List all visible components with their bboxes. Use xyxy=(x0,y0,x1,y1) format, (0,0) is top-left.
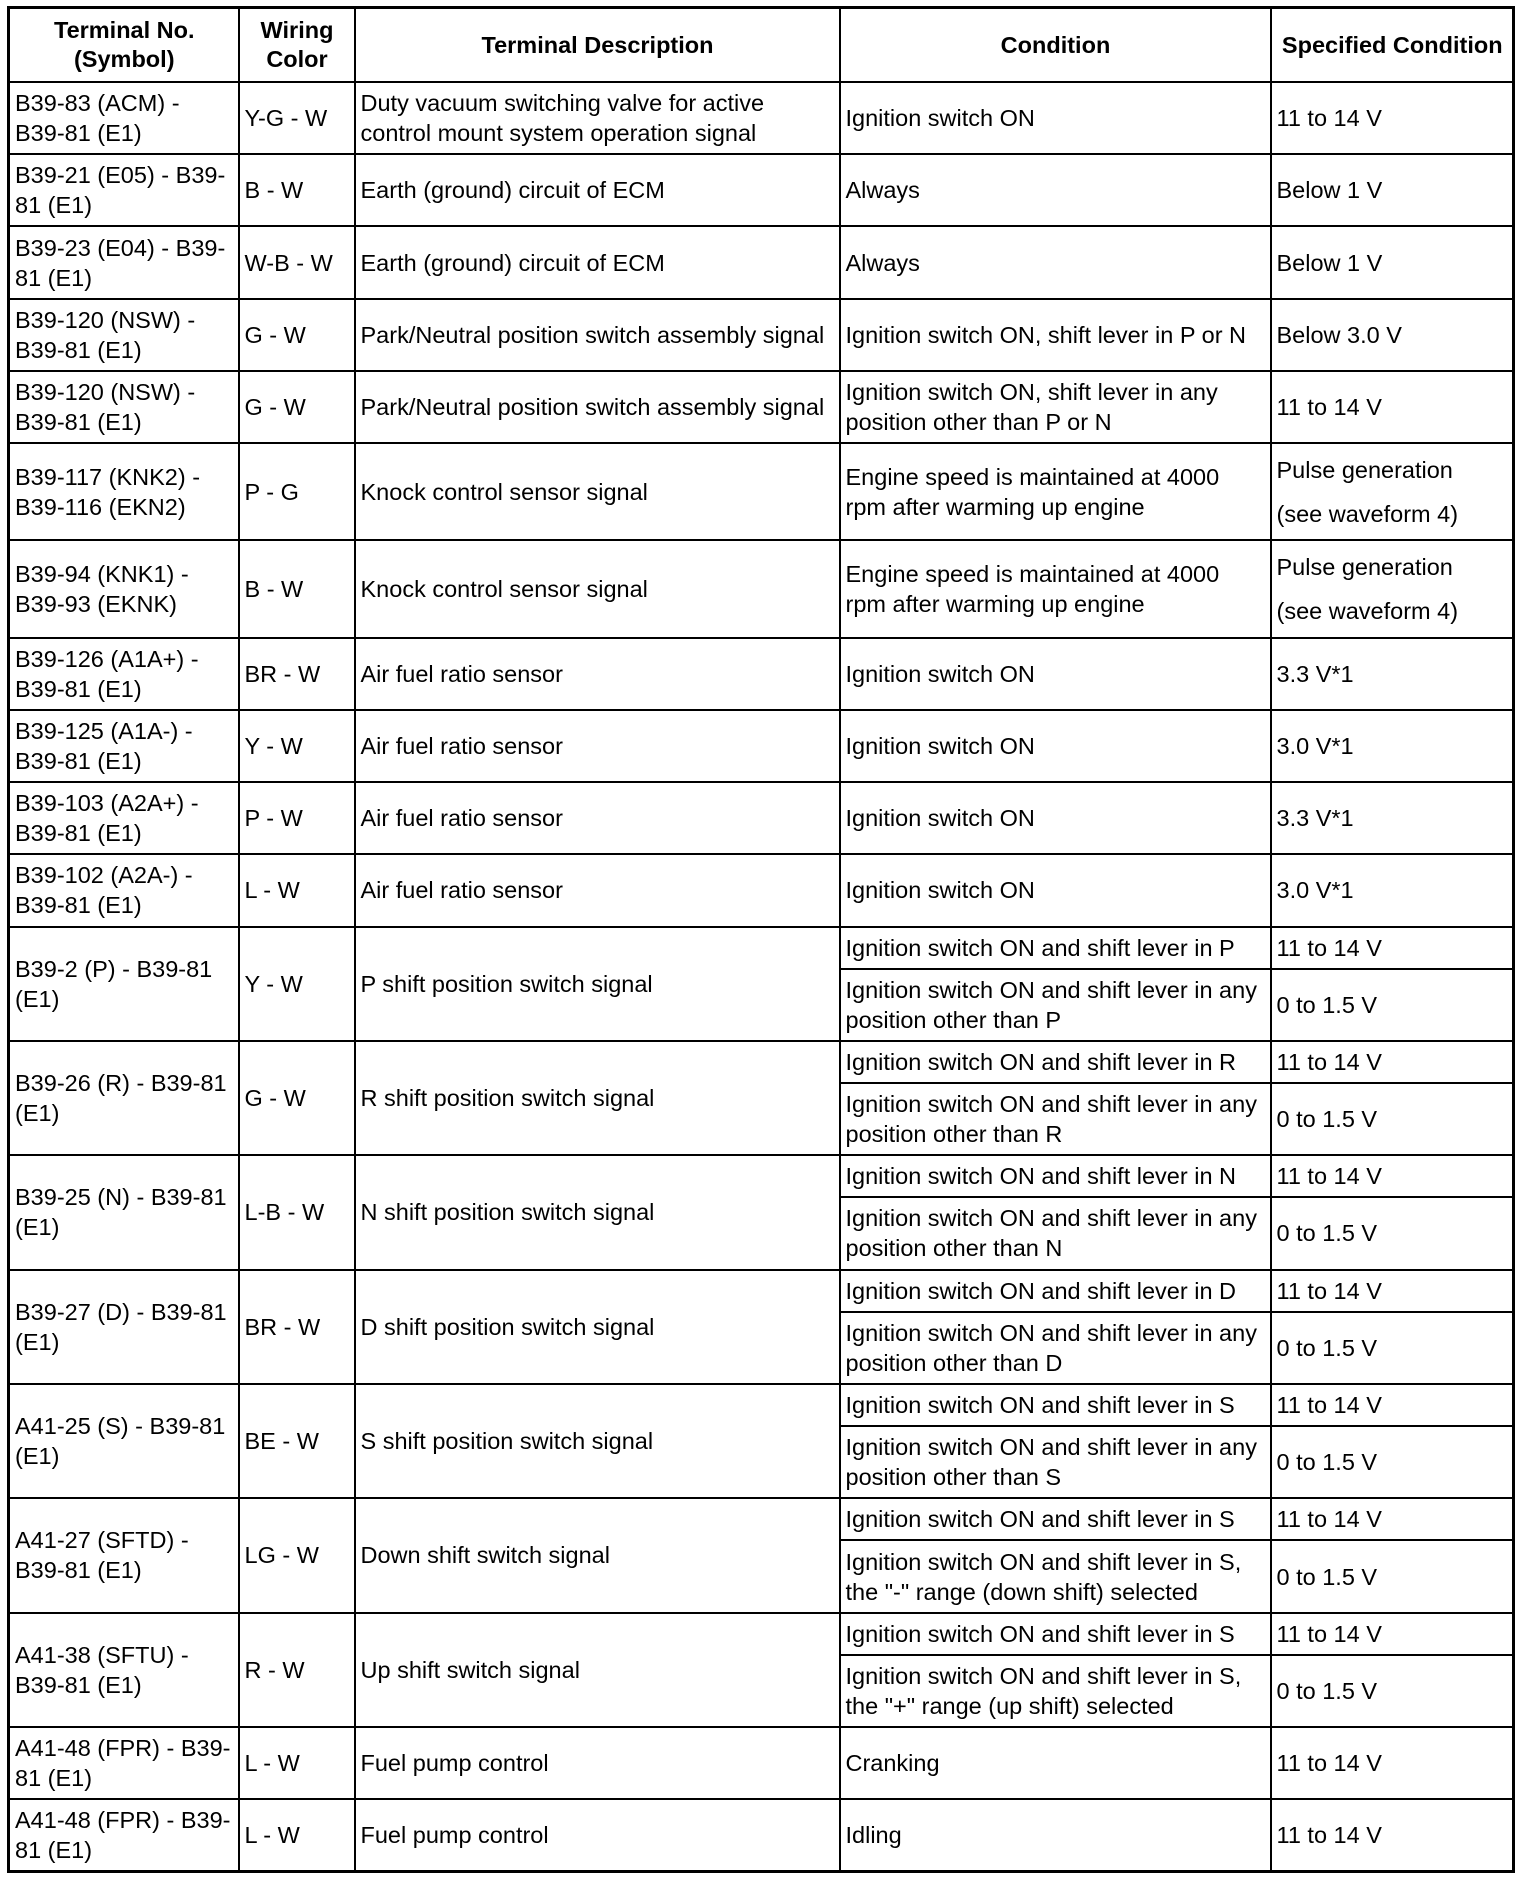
terminal-cell: B39-26 (R) - B39-81 (E1) xyxy=(9,1041,239,1155)
wiring-cell: Y - W xyxy=(239,927,355,1041)
specified-cell: 0 to 1.5 V xyxy=(1271,1426,1514,1498)
specified-cell: 11 to 14 V xyxy=(1271,1727,1514,1799)
table-row xyxy=(9,82,1514,154)
wiring-cell: B - W xyxy=(239,154,355,226)
specified-cell: 3.3 V*1 xyxy=(1271,782,1514,854)
condition-cell: Always xyxy=(840,154,1271,226)
condition-cell: Idling xyxy=(840,1799,1271,1871)
specified-cell: 0 to 1.5 V xyxy=(1271,1083,1514,1155)
terminal-cell: B39-117 (KNK2) - B39-116 (EKN2) xyxy=(9,443,239,540)
specified-cell: 11 to 14 V xyxy=(1271,927,1514,969)
specified-cell: 11 to 14 V xyxy=(1271,1270,1514,1312)
wiring-cell: BR - W xyxy=(239,638,355,710)
wiring-cell: BR - W xyxy=(239,1270,355,1384)
wiring-cell: Y-G - W xyxy=(239,82,355,154)
terminal-cell: B39-27 (D) - B39-81 (E1) xyxy=(9,1270,239,1384)
specified-cell: 11 to 14 V xyxy=(1271,1498,1514,1540)
condition-cell: Ignition switch ON and shift lever in any position other than S xyxy=(840,1426,1271,1498)
condition-cell: Engine speed is maintained at 4000 rpm after warming up engine xyxy=(840,540,1271,637)
wiring-cell: B - W xyxy=(239,540,355,637)
wiring-cell: W-B - W xyxy=(239,226,355,298)
description-cell: S shift position switch signal xyxy=(355,1384,840,1498)
specified-cell: Below 1 V xyxy=(1271,154,1514,226)
specified-cell: 0 to 1.5 V xyxy=(1271,1197,1514,1269)
specified-cell: 11 to 14 V xyxy=(1271,1613,1514,1655)
description-cell: Fuel pump control xyxy=(355,1727,840,1799)
wiring-cell: L - W xyxy=(239,1799,355,1871)
table-row xyxy=(9,1041,1514,1083)
wiring-cell: BE - W xyxy=(239,1384,355,1498)
condition-cell: Ignition switch ON, shift lever in any position other than P or N xyxy=(840,371,1271,443)
table-row xyxy=(9,299,1514,371)
condition-cell: Engine speed is maintained at 4000 rpm after warming up engine xyxy=(840,443,1271,540)
condition-cell: Ignition switch ON xyxy=(840,782,1271,854)
condition-cell: Ignition switch ON and shift lever in D xyxy=(840,1270,1271,1312)
wiring-cell: L - W xyxy=(239,1727,355,1799)
specified-cell: 11 to 14 V xyxy=(1271,1799,1514,1871)
condition-cell: Ignition switch ON and shift lever in S, the "+" range (up shift) selected xyxy=(840,1655,1271,1727)
specified-line: Pulse generation xyxy=(1276,554,1453,581)
description-cell: Park/Neutral position switch assembly signal xyxy=(355,299,840,371)
table-row xyxy=(9,1384,1514,1426)
terminal-cell: B39-25 (N) - B39-81 (E1) xyxy=(9,1155,239,1269)
table-row xyxy=(9,782,1514,854)
condition-cell: Ignition switch ON and shift lever in P xyxy=(840,927,1271,969)
condition-cell: Ignition switch ON and shift lever in any position other than D xyxy=(840,1312,1271,1384)
header-specified-condition: Specified Condition xyxy=(1271,8,1514,83)
description-cell: Air fuel ratio sensor xyxy=(355,710,840,782)
table-row xyxy=(9,443,1514,540)
terminal-cell: B39-126 (A1A+) - B39-81 (E1) xyxy=(9,638,239,710)
terminal-cell: B39-125 (A1A-) - B39-81 (E1) xyxy=(9,710,239,782)
header-row xyxy=(9,8,1514,83)
terminal-cell: A41-27 (SFTD) - B39-81 (E1) xyxy=(9,1498,239,1612)
terminal-cell: A41-38 (SFTU) - B39-81 (E1) xyxy=(9,1613,239,1727)
wiring-cell: P - W xyxy=(239,782,355,854)
terminal-cell: B39-102 (A2A-) - B39-81 (E1) xyxy=(9,854,239,926)
condition-cell: Ignition switch ON and shift lever in any position other than P xyxy=(840,969,1271,1041)
wiring-cell: P - G xyxy=(239,443,355,540)
specified-cell: 3.3 V*1 xyxy=(1271,638,1514,710)
table-row xyxy=(9,638,1514,710)
terminal-cell: B39-120 (NSW) - B39-81 (E1) xyxy=(9,299,239,371)
specified-cell: 3.0 V*1 xyxy=(1271,854,1514,926)
wiring-cell: L - W xyxy=(239,854,355,926)
terminal-cell: B39-94 (KNK1) - B39-93 (EKNK) xyxy=(9,540,239,637)
table-row xyxy=(9,540,1514,637)
condition-cell: Always xyxy=(840,226,1271,298)
specified-cell: 11 to 14 V xyxy=(1271,1384,1514,1426)
terminal-cell: B39-120 (NSW) - B39-81 (E1) xyxy=(9,371,239,443)
specified-cell: Below 1 V xyxy=(1271,226,1514,298)
terminal-cell: B39-2 (P) - B39-81 (E1) xyxy=(9,927,239,1041)
terminal-cell: B39-103 (A2A+) - B39-81 (E1) xyxy=(9,782,239,854)
specified-line: Pulse generation xyxy=(1276,456,1453,483)
condition-cell: Ignition switch ON xyxy=(840,854,1271,926)
condition-cell: Ignition switch ON and shift lever in R xyxy=(840,1041,1271,1083)
wiring-cell: G - W xyxy=(239,371,355,443)
description-cell: Air fuel ratio sensor xyxy=(355,638,840,710)
condition-cell: Ignition switch ON and shift lever in N xyxy=(840,1155,1271,1197)
wiring-cell: R - W xyxy=(239,1613,355,1727)
table-row xyxy=(9,371,1514,443)
description-cell: Earth (ground) circuit of ECM xyxy=(355,226,840,298)
description-cell: Duty vacuum switching valve for active control mount system operation signal xyxy=(355,82,840,154)
description-cell: Down shift switch signal xyxy=(355,1498,840,1612)
header-terminal-description: Terminal Description xyxy=(355,8,840,83)
wiring-cell: G - W xyxy=(239,1041,355,1155)
table-row xyxy=(9,1155,1514,1197)
description-cell: Up shift switch signal xyxy=(355,1613,840,1727)
specified-cell: 11 to 14 V xyxy=(1271,1155,1514,1197)
terminal-cell: A41-48 (FPR) - B39-81 (E1) xyxy=(9,1799,239,1871)
table-row xyxy=(9,1498,1514,1540)
description-cell: Park/Neutral position switch assembly signal xyxy=(355,371,840,443)
specified-cell: 3.0 V*1 xyxy=(1271,710,1514,782)
header-terminal: Terminal No. (Symbol) xyxy=(9,8,239,83)
condition-cell: Cranking xyxy=(840,1727,1271,1799)
specified-cell: 11 to 14 V xyxy=(1271,1041,1514,1083)
description-cell: Air fuel ratio sensor xyxy=(355,854,840,926)
wiring-cell: G - W xyxy=(239,299,355,371)
description-cell: P shift position switch signal xyxy=(355,927,840,1041)
condition-cell: Ignition switch ON, shift lever in P or N xyxy=(840,299,1271,371)
description-cell: Knock control sensor signal xyxy=(355,443,840,540)
specified-cell: Below 3.0 V xyxy=(1271,299,1514,371)
table-row xyxy=(9,1727,1514,1799)
wiring-cell: LG - W xyxy=(239,1498,355,1612)
specified-cell xyxy=(1271,443,1514,540)
table-row xyxy=(9,226,1514,298)
terminal-spec-table xyxy=(7,6,1515,1873)
specified-cell: 0 to 1.5 V xyxy=(1271,1540,1514,1612)
table-row xyxy=(9,710,1514,782)
table-row xyxy=(9,1799,1514,1871)
description-cell: Fuel pump control xyxy=(355,1799,840,1871)
description-cell: N shift position switch signal xyxy=(355,1155,840,1269)
specified-cell xyxy=(1271,540,1514,637)
specified-cell: 11 to 14 V xyxy=(1271,82,1514,154)
specified-line: (see waveform 4) xyxy=(1276,500,1459,527)
description-cell: R shift position switch signal xyxy=(355,1041,840,1155)
condition-cell: Ignition switch ON xyxy=(840,638,1271,710)
table-row xyxy=(9,927,1514,969)
header-condition: Condition xyxy=(840,8,1271,83)
specified-cell: 0 to 1.5 V xyxy=(1271,1655,1514,1727)
condition-cell: Ignition switch ON and shift lever in any position other than N xyxy=(840,1197,1271,1269)
specified-cell: 0 to 1.5 V xyxy=(1271,969,1514,1041)
terminal-cell: A41-48 (FPR) - B39-81 (E1) xyxy=(9,1727,239,1799)
terminal-spec-table-container xyxy=(7,6,1512,1873)
condition-cell: Ignition switch ON and shift lever in S, the "-" range (down shift) selected xyxy=(840,1540,1271,1612)
condition-cell: Ignition switch ON and shift lever in any position other than R xyxy=(840,1083,1271,1155)
table-row xyxy=(9,1270,1514,1312)
terminal-cell: B39-21 (E05) - B39-81 (E1) xyxy=(9,154,239,226)
description-cell: D shift position switch signal xyxy=(355,1270,840,1384)
table-row xyxy=(9,1613,1514,1655)
description-cell: Earth (ground) circuit of ECM xyxy=(355,154,840,226)
specified-line: (see waveform 4) xyxy=(1276,598,1459,625)
condition-cell: Ignition switch ON and shift lever in S xyxy=(840,1613,1271,1655)
wiring-cell: L-B - W xyxy=(239,1155,355,1269)
wiring-cell: Y - W xyxy=(239,710,355,782)
specified-cell: 11 to 14 V xyxy=(1271,371,1514,443)
description-cell: Air fuel ratio sensor xyxy=(355,782,840,854)
condition-cell: Ignition switch ON xyxy=(840,82,1271,154)
terminal-cell: B39-23 (E04) - B39-81 (E1) xyxy=(9,226,239,298)
description-cell: Knock control sensor signal xyxy=(355,540,840,637)
condition-cell: Ignition switch ON and shift lever in S xyxy=(840,1498,1271,1540)
condition-cell: Ignition switch ON xyxy=(840,710,1271,782)
table-row xyxy=(9,854,1514,926)
condition-cell: Ignition switch ON and shift lever in S xyxy=(840,1384,1271,1426)
terminal-cell: B39-83 (ACM) - B39-81 (E1) xyxy=(9,82,239,154)
table-row xyxy=(9,154,1514,226)
header-wiring-color: Wiring Color xyxy=(239,8,355,83)
specified-cell: 0 to 1.5 V xyxy=(1271,1312,1514,1384)
terminal-cell: A41-25 (S) - B39-81 (E1) xyxy=(9,1384,239,1498)
